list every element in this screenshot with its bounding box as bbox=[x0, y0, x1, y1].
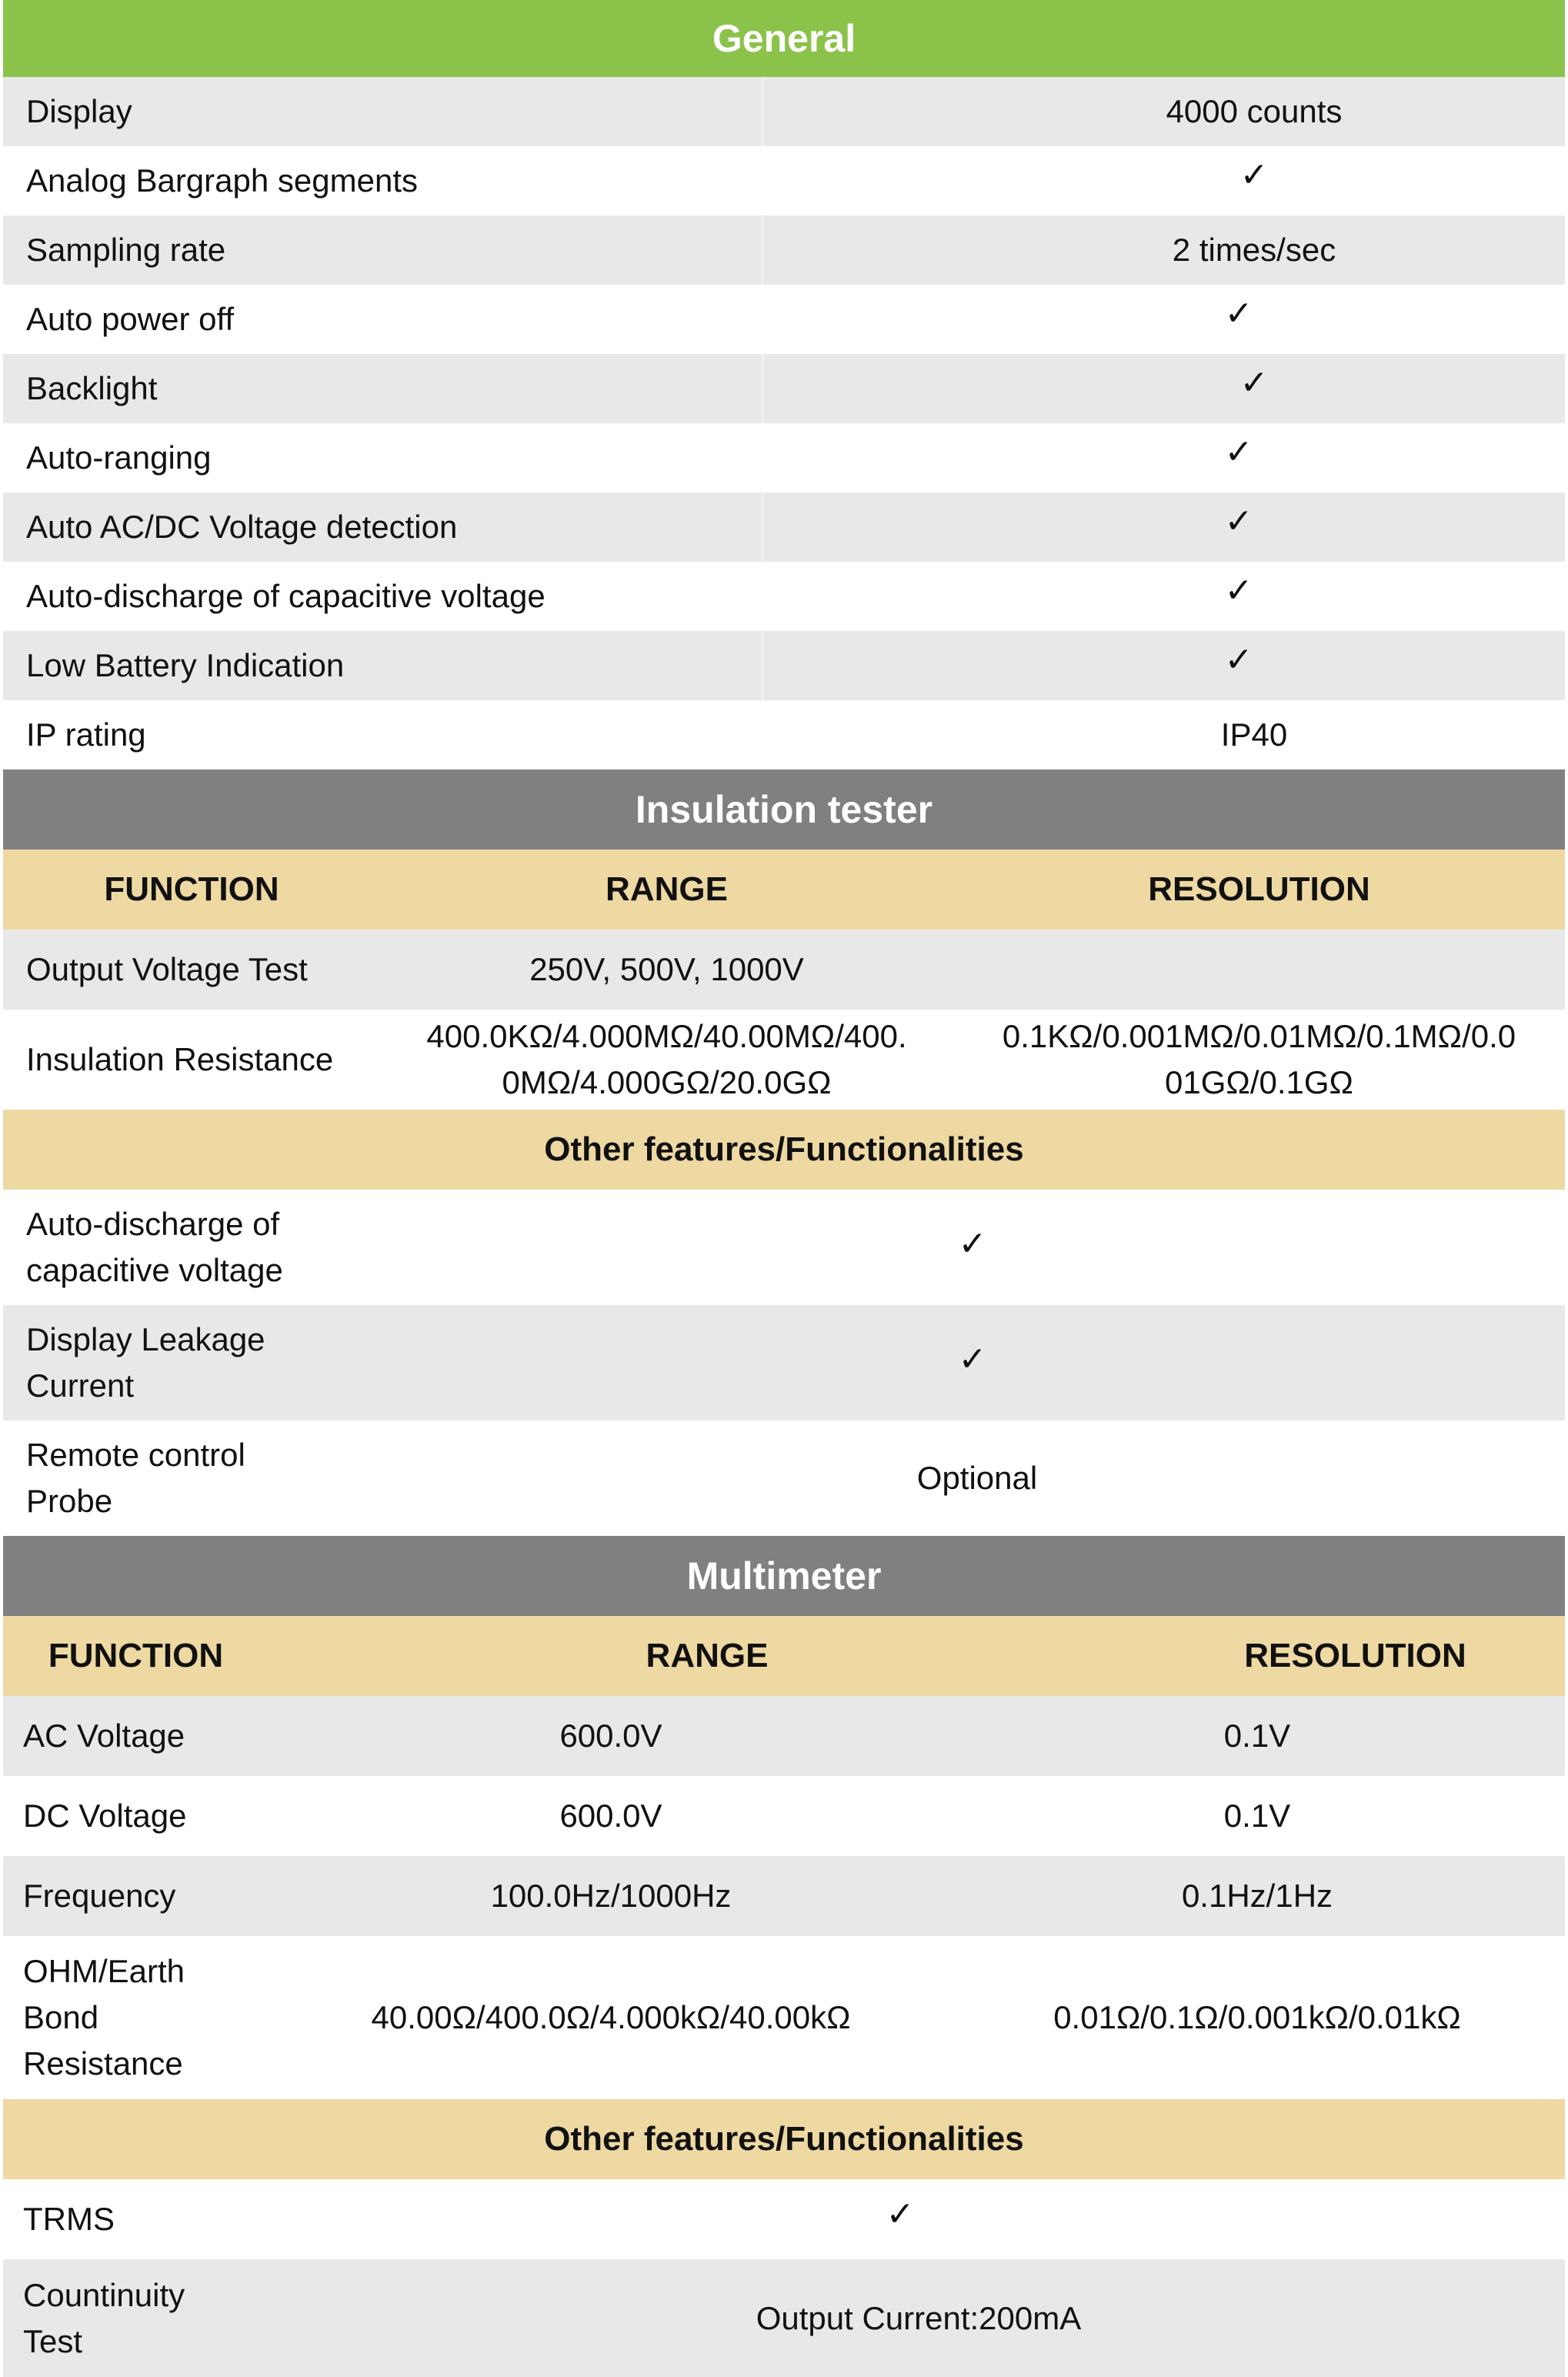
row-range: 100.0Hz/1000Hz bbox=[490, 1878, 732, 1914]
insulation-features-header: Other features/Functionalities bbox=[3, 1110, 1565, 1190]
row-function: Output Voltage Test bbox=[26, 951, 308, 987]
row-divider bbox=[762, 631, 763, 700]
row-range: 600.0V bbox=[559, 1718, 662, 1754]
multimeter-feature-continuity bbox=[3, 2259, 1565, 2377]
row-label: Auto power off bbox=[26, 301, 235, 337]
check-icon: ✓ bbox=[1224, 571, 1253, 610]
row-resolution bbox=[953, 1010, 1565, 1110]
feature-label: TRMS bbox=[23, 2201, 115, 2237]
check-icon: ✓ bbox=[1239, 363, 1269, 402]
feature-label-line: Countinuity bbox=[23, 2276, 185, 2313]
multimeter-column-headers bbox=[3, 1616, 1565, 1696]
feature-label bbox=[26, 1305, 265, 1421]
insulation-row-insulation-resistance bbox=[3, 1010, 1565, 1110]
check-icon: ✓ bbox=[958, 1224, 987, 1264]
multimeter-feature-trms bbox=[3, 2179, 1565, 2259]
insulation-header: Insulation tester bbox=[3, 770, 1565, 850]
feature-label-line: Current bbox=[26, 1367, 135, 1404]
check-icon: ✓ bbox=[1224, 294, 1253, 333]
column-header-function: FUNCTION bbox=[48, 1637, 224, 1674]
insulation-row-output-voltage bbox=[3, 930, 1565, 1010]
check-icon: ✓ bbox=[886, 2195, 915, 2234]
row-label: Sampling rate bbox=[26, 232, 226, 268]
check-icon: ✓ bbox=[1224, 640, 1253, 679]
general-row-auto-power-off bbox=[3, 285, 1565, 354]
insulation-column-headers bbox=[3, 850, 1565, 930]
range-line: 0MΩ/4.000GΩ/20.0GΩ bbox=[502, 1064, 832, 1100]
row-function: Insulation Resistance bbox=[26, 1041, 334, 1077]
multimeter-header: Multimeter bbox=[3, 1536, 1565, 1616]
multimeter-row-ohm-earth-bond bbox=[3, 1936, 1565, 2099]
row-resolution: 0.1Hz/1Hz bbox=[1181, 1878, 1333, 1914]
row-label: Low Battery Indication bbox=[26, 647, 345, 683]
row-range bbox=[380, 1010, 953, 1110]
row-divider bbox=[762, 77, 763, 146]
general-row-auto-ranging bbox=[3, 423, 1565, 492]
row-divider bbox=[762, 354, 763, 423]
column-header-resolution: RESOLUTION bbox=[1244, 1637, 1466, 1674]
column-header-range: RANGE bbox=[606, 870, 728, 908]
feature-label bbox=[23, 2259, 185, 2377]
row-value: 4000 counts bbox=[1166, 93, 1343, 129]
function-line: OHM/Earth bbox=[23, 1953, 185, 1989]
multimeter-row-dc-voltage bbox=[3, 1776, 1565, 1856]
function-line: Bond bbox=[23, 1999, 99, 2035]
row-function bbox=[23, 1936, 185, 2099]
row-range: 40.00Ω/400.0Ω/4.000kΩ/40.00kΩ bbox=[371, 1999, 851, 2035]
insulation-feature-auto-discharge bbox=[3, 1190, 1565, 1305]
feature-label-line: Auto-discharge of bbox=[26, 1206, 280, 1242]
row-function: DC Voltage bbox=[23, 1798, 187, 1834]
general-row-bargraph bbox=[3, 146, 1565, 215]
row-value: IP40 bbox=[1220, 716, 1288, 753]
feature-label-line: Remote control bbox=[26, 1437, 245, 1473]
general-row-ip-rating bbox=[3, 700, 1565, 770]
check-icon: ✓ bbox=[958, 1340, 987, 1379]
general-row-auto-discharge bbox=[3, 562, 1565, 631]
feature-label-line: Display Leakage bbox=[26, 1321, 265, 1357]
column-header-resolution: RESOLUTION bbox=[1148, 870, 1370, 908]
column-header-function: FUNCTION bbox=[104, 870, 279, 908]
insulation-feature-remote-probe bbox=[3, 1421, 1565, 1536]
feature-label-line: capacitive voltage bbox=[26, 1252, 283, 1288]
feature-value: Optional bbox=[916, 1460, 1038, 1496]
row-resolution: 0.01Ω/0.1Ω/0.001kΩ/0.01kΩ bbox=[1053, 1999, 1461, 2035]
range-line: 400.0KΩ/4.000MΩ/40.00MΩ/400. bbox=[426, 1018, 907, 1054]
general-header: General bbox=[3, 0, 1565, 77]
resolution-line: 01GΩ/0.1GΩ bbox=[1165, 1064, 1353, 1100]
row-label: Analog Bargraph segments bbox=[26, 162, 418, 199]
row-range: 250V, 500V, 1000V bbox=[529, 951, 804, 987]
general-row-display bbox=[3, 77, 1565, 146]
multimeter-row-frequency bbox=[3, 1856, 1565, 1936]
feature-value: Output Current:200mA bbox=[756, 2299, 1082, 2336]
general-row-acdc-detection bbox=[3, 492, 1565, 562]
row-label: Backlight bbox=[26, 370, 158, 406]
function-line: Resistance bbox=[23, 2045, 183, 2082]
row-resolution bbox=[953, 930, 1565, 1010]
feature-label-line: Probe bbox=[26, 1483, 113, 1519]
check-icon: ✓ bbox=[1224, 432, 1253, 472]
row-resolution: 0.1V bbox=[1223, 1718, 1291, 1754]
resolution-line: 0.1KΩ/0.001MΩ/0.01MΩ/0.1MΩ/0.0 bbox=[1002, 1018, 1516, 1054]
multimeter-row-ac-voltage bbox=[3, 1696, 1565, 1776]
row-divider bbox=[762, 215, 763, 285]
check-icon: ✓ bbox=[1239, 155, 1269, 195]
general-row-backlight bbox=[3, 354, 1565, 423]
row-function: AC Voltage bbox=[23, 1718, 185, 1754]
row-value: 2 times/sec bbox=[1172, 232, 1336, 268]
feature-label-line: Test bbox=[23, 2322, 83, 2359]
multimeter-features-header: Other features/Functionalities bbox=[3, 2099, 1565, 2179]
row-function: Frequency bbox=[23, 1878, 176, 1914]
column-header-range: RANGE bbox=[646, 1637, 769, 1674]
feature-label bbox=[26, 1421, 245, 1536]
row-label: Auto-ranging bbox=[26, 439, 212, 476]
row-label: IP rating bbox=[26, 716, 146, 753]
check-icon: ✓ bbox=[1224, 502, 1253, 541]
general-row-sampling bbox=[3, 215, 1565, 285]
row-resolution: 0.1V bbox=[1223, 1798, 1291, 1834]
row-label: Display bbox=[26, 93, 132, 129]
row-label: Auto AC/DC Voltage detection bbox=[26, 509, 458, 545]
row-label: Auto-discharge of capacitive voltage bbox=[26, 578, 545, 614]
general-row-low-battery bbox=[3, 631, 1565, 700]
feature-label bbox=[26, 1190, 283, 1305]
row-range: 600.0V bbox=[559, 1798, 662, 1834]
row-divider bbox=[762, 492, 763, 562]
insulation-feature-leakage-current bbox=[3, 1305, 1565, 1421]
